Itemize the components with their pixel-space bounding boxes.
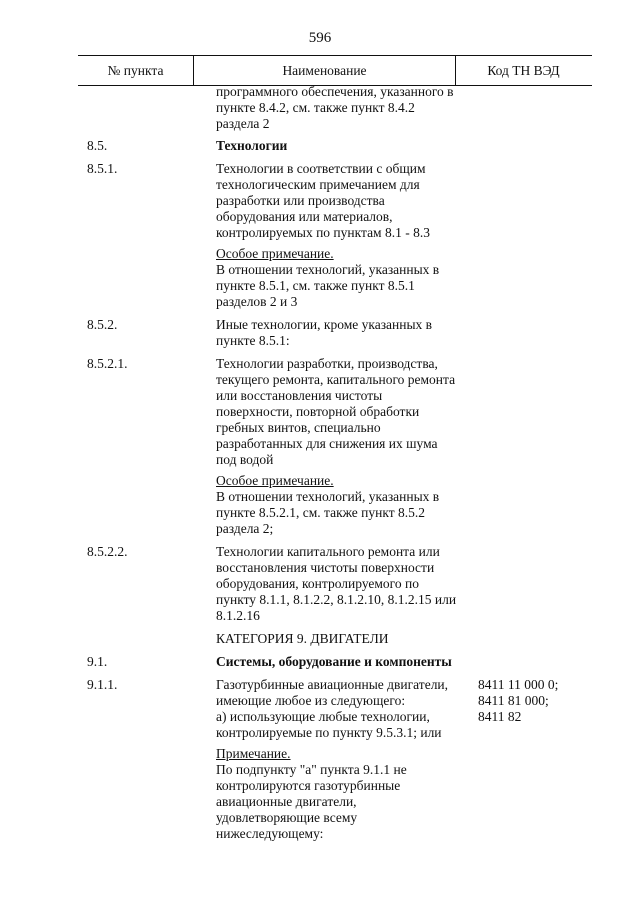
code-line: 8411 81 000;: [478, 693, 549, 708]
text-line: пункте 8.5.1:: [216, 333, 290, 348]
text-line: под водой: [216, 452, 274, 467]
text-line: Иные технологии, кроме указанных в: [216, 317, 433, 332]
text-line: текущего ремонта, капитального ремонта: [216, 372, 456, 387]
note-line: разделов 2 и 3: [216, 294, 298, 309]
item-number: 9.1.1.: [87, 677, 118, 692]
text-line: восстановления чистоты поверхности: [216, 560, 435, 575]
note-line: В отношении технологий, указанных в: [216, 262, 440, 277]
item-number: 8.5.2.: [87, 317, 118, 332]
text-line: Технологии в соответствии с общим: [216, 161, 426, 176]
note-line: контролируются газотурбинные: [216, 778, 401, 793]
text-line: разработанных для снижения их шума: [216, 436, 438, 451]
item-number: 8.5.1.: [87, 161, 118, 176]
table-row-8-5-1: [0, 161, 640, 310]
note-line: раздела 2;: [216, 521, 274, 536]
text-line: контролируемых по пунктам 8.1 - 8.3: [216, 225, 430, 240]
header-code: Код ТН ВЭД: [487, 63, 560, 78]
note-line: В отношении технологий, указанных в: [216, 489, 440, 504]
table-row-8-5-2-1: [0, 356, 640, 537]
header-name: Наименование: [193, 56, 456, 85]
section-title: Технологии: [216, 138, 288, 153]
header-item-number: № пункта: [107, 63, 164, 78]
note-line: пункте 8.5.2.1, см. также пункт 8.5.2: [216, 505, 425, 520]
text-line: Технологии капитального ремонта или: [216, 544, 440, 559]
table-row-9-1-1: [0, 677, 640, 842]
note-heading: Особое примечание.: [216, 246, 334, 261]
section-title: Системы, оборудование и компоненты: [216, 654, 452, 669]
code-line: 8411 11 000 0;: [478, 677, 559, 692]
note-heading: Примечание.: [216, 746, 291, 761]
text-line: имеющие любое из следующего:: [216, 693, 406, 708]
table-row-8-5: [0, 138, 640, 154]
text-line: поверхности, повторной обработки: [216, 404, 420, 419]
note-line: пункте 8.5.1, см. также пункт 8.5.1: [216, 278, 415, 293]
text-line: раздела 2: [216, 116, 270, 131]
note-line: По подпункту "а" пункта 9.1.1 не: [216, 762, 407, 777]
note-line: нижеследующему:: [216, 826, 324, 841]
page-number: 596: [308, 30, 332, 46]
table-row-9-1: [0, 654, 640, 670]
text-line: Технологии разработки, производства,: [216, 356, 438, 371]
note-line: удовлетворяющие всему: [216, 810, 358, 825]
note-heading: Особое примечание.: [216, 473, 334, 488]
text-line: Газотурбинные авиационные двигатели,: [216, 677, 449, 692]
text-line: 8.1.2.16: [216, 608, 260, 623]
category-row: [0, 631, 640, 647]
text-line: пункту 8.1.1, 8.1.2.2, 8.1.2.10, 8.1.2.15 или: [216, 592, 457, 607]
text-line: разработки или производства: [216, 193, 385, 208]
table-header: [78, 55, 592, 86]
text-line: оборудования или материалов,: [216, 209, 393, 224]
text-line: гребных винтов, специально: [216, 420, 381, 435]
text-line: программного обеспечения, указанного в: [216, 84, 454, 99]
item-number: 8.5.2.2.: [87, 544, 128, 559]
text-line: контролируемые по пункту 9.5.3.1; или: [216, 725, 442, 740]
continuation-row: [0, 84, 640, 132]
text-line: оборудования, контролируемого по: [216, 576, 419, 591]
text-line: а) использующие любые технологии,: [216, 709, 430, 724]
item-number: 8.5.2.1.: [87, 356, 128, 371]
table-row-8-5-2-2: [0, 544, 640, 624]
category-heading: КАТЕГОРИЯ 9. ДВИГАТЕЛИ: [216, 631, 389, 646]
text-line: пункте 8.4.2, см. также пункт 8.4.2: [216, 100, 415, 115]
item-number: 9.1.: [87, 654, 108, 669]
text-line: технологическим примечанием для: [216, 177, 420, 192]
item-number: 8.5.: [87, 138, 108, 153]
code-line: 8411 82: [478, 709, 522, 724]
customs-code: [478, 677, 588, 725]
table-row-8-5-2: [0, 317, 640, 349]
note-line: авиационные двигатели,: [216, 794, 357, 809]
table-body: [0, 84, 640, 849]
text-line: или восстановления чистоты: [216, 388, 383, 403]
